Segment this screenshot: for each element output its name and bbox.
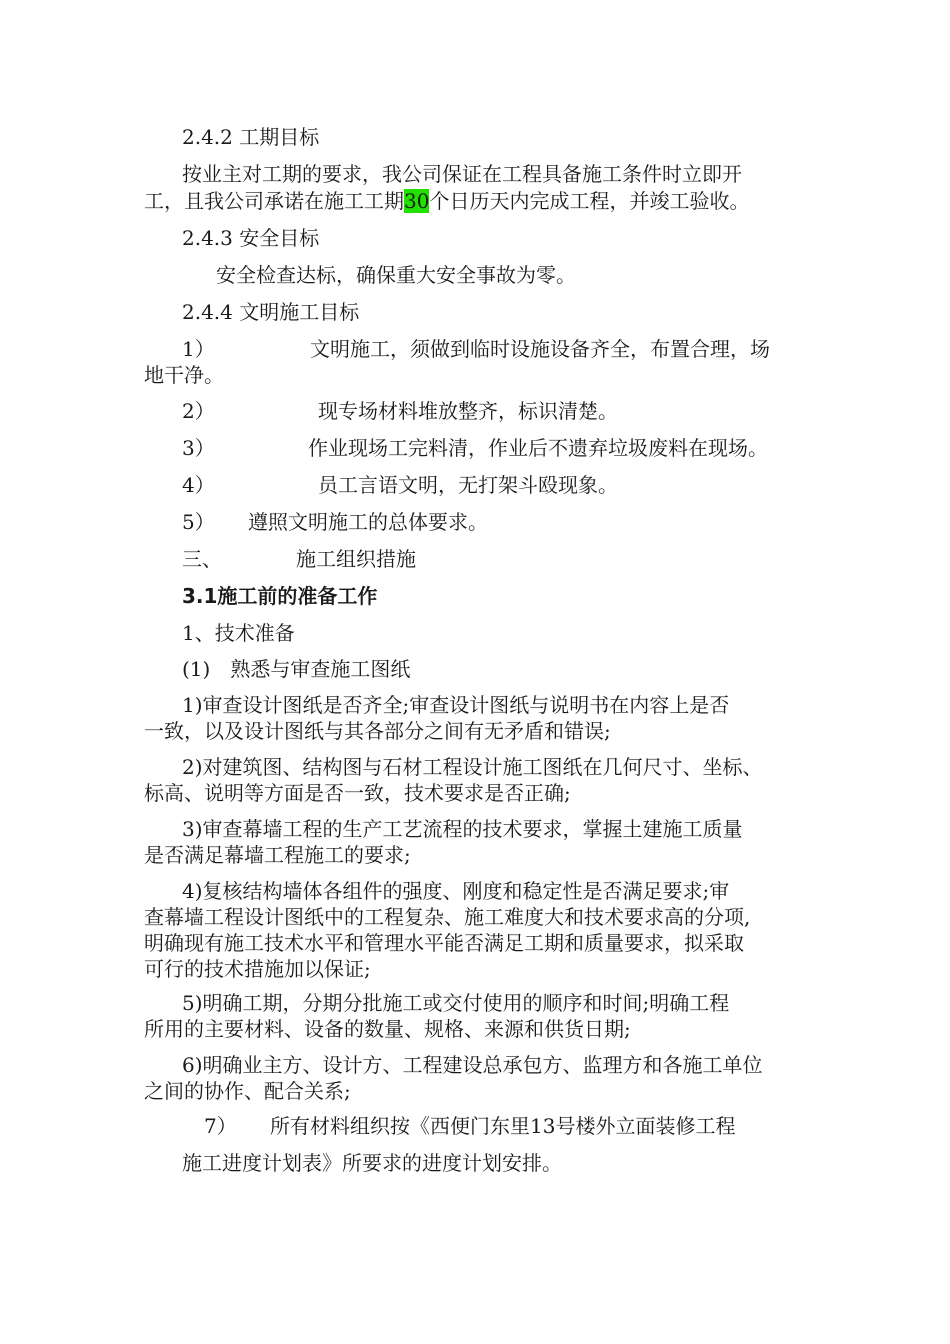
heading-2-4-4: 2.4.4 文明施工目标 <box>182 300 360 324</box>
chapter-title: 施工组织措施 <box>296 547 416 571</box>
paragraph-text: 工，且我公司承诺在施工工期 <box>144 189 404 213</box>
paragraph-line: 4)复核结构墙体各组件的强度、刚度和稳定性是否满足要求;审 <box>182 879 730 903</box>
paragraph-line: 所有材料组织按《西便门东里13号楼外立面装修工程 <box>270 1114 736 1138</box>
list-item-number: 3） <box>182 436 215 460</box>
heading-3-1: 3.1施工前的准备工作 <box>182 584 378 608</box>
paragraph-line: 1)审查设计图纸是否齐全;审查设计图纸与说明书在内容上是否 <box>182 693 730 717</box>
list-item-number: 7） <box>204 1114 237 1138</box>
paragraph-line: 之间的协作、配合关系; <box>144 1079 351 1103</box>
paragraph-line: 是否满足幕墙工程施工的要求; <box>144 843 411 867</box>
paragraph-line: 一致，以及设计图纸与其各部分之间有无矛盾和错误; <box>144 719 611 743</box>
highlighted-days: 30 <box>404 189 430 213</box>
paragraph-line: 查幕墙工程设计图纸中的工程复杂、施工难度大和技术要求高的分项, <box>144 905 751 929</box>
paragraph-line: 5)明确工期，分期分批施工或交付使用的顺序和时间;明确工程 <box>182 991 730 1015</box>
list-item-number: 4） <box>182 473 215 497</box>
paragraph-line: 安全检查达标，确保重大安全事故为零。 <box>216 263 576 287</box>
list-item-number: 1） <box>182 337 215 361</box>
paragraph-line: 施工进度计划表》所要求的进度计划安排。 <box>182 1151 562 1175</box>
list-item-text: 地干净。 <box>144 363 224 387</box>
list-item-text: 现专场材料堆放整齐，标识清楚。 <box>318 399 618 423</box>
chapter-number: 三、 <box>182 547 222 571</box>
heading-2-4-3: 2.4.3 安全目标 <box>182 226 320 250</box>
list-item-text: 作业现场工完料清，作业后不遗弃垃圾废料在现场。 <box>308 436 768 460</box>
subheading-tech-prep: 1、技术准备 <box>182 621 295 645</box>
paragraph-line: 明确现有施工技术水平和管理水平能否满足工期和质量要求，拟采取 <box>144 931 744 955</box>
paragraph-line: 按业主对工期的要求，我公司保证在工程具备施工条件时立即开 <box>182 162 742 186</box>
paragraph-text: 个日历天内完成工程，并竣工验收。 <box>429 189 750 213</box>
list-item-number: 2） <box>182 399 215 423</box>
paragraph-line <box>144 188 749 214</box>
paragraph-line: 可行的技术措施加以保证; <box>144 957 371 981</box>
list-item-text: 文明施工，须做到临时设施设备齐全，布置合理，场 <box>310 337 770 361</box>
list-item-number: 5） <box>182 510 215 534</box>
paragraph-line: 标高、说明等方面是否一致，技术要求是否正确; <box>144 781 571 805</box>
paragraph-line: 2)对建筑图、结构图与石材工程设计施工图纸在几何尺寸、坐标、 <box>182 755 763 779</box>
paragraph-line: 所用的主要材料、设备的数量、规格、来源和供货日期; <box>144 1017 631 1041</box>
subheading-review-drawings: (1) 熟悉与审查施工图纸 <box>182 657 411 681</box>
list-item-text: 遵照文明施工的总体要求。 <box>248 510 488 534</box>
paragraph-line: 6)明确业主方、设计方、工程建设总承包方、监理方和各施工单位 <box>182 1053 763 1077</box>
list-item-text: 员工言语文明，无打架斗殴现象。 <box>318 473 618 497</box>
heading-2-4-2: 2.4.2 工期目标 <box>182 125 320 149</box>
paragraph-line: 3)审查幕墙工程的生产工艺流程的技术要求，掌握土建施工质量 <box>182 817 743 841</box>
